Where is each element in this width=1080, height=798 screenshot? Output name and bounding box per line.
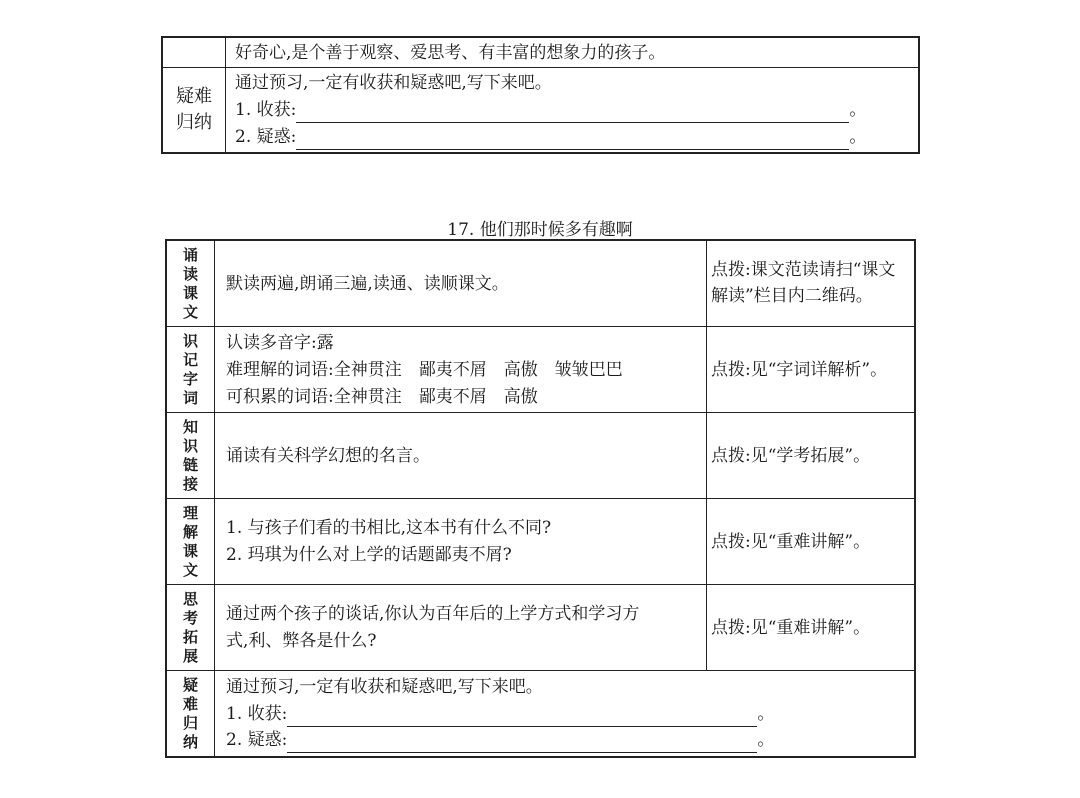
top-row2-label-line1: 疑难 [176, 86, 212, 107]
row-content-cell [215, 413, 707, 498]
row-label-cell [167, 241, 215, 326]
top-row2-label [163, 84, 225, 136]
row-label: 思考拓展 [182, 589, 198, 665]
top-row2-doubt [235, 124, 866, 150]
row-tip: 点拨:见“重难讲解”。 [711, 618, 871, 638]
doubt-period: 。 [849, 127, 867, 147]
row-line: 可积累的词语:全神贯注 鄙夷不屑 高傲 [226, 387, 538, 407]
doubt-blank[interactable] [296, 131, 849, 150]
row-tip-cell [707, 241, 914, 326]
lesson-table [165, 239, 916, 758]
top-table-row-2 [163, 68, 918, 152]
top-table [161, 36, 920, 154]
row-line: 通过预习,一定有收获和疑惑吧,写下来吧。 [226, 677, 543, 697]
row-content-cell [215, 585, 707, 670]
row-label: 疑难归纳 [182, 675, 198, 751]
lesson-row-understand [167, 499, 914, 585]
row-tip: 点拨:课文范读请扫“课文解读”栏目内二维码。 [711, 260, 896, 306]
row-content-cell [215, 241, 707, 326]
row-tip: 点拨:见“重难讲解”。 [711, 532, 871, 552]
row-label: 识记字词 [182, 331, 198, 407]
top-row1-text: 好奇心,是个善于观察、爱思考、有丰富的想象力的孩子。 [235, 43, 666, 63]
row-tip-cell [707, 585, 914, 670]
row-tip: 点拨:见“字词详解析”。 [711, 360, 888, 380]
top-row2-label-cell [163, 68, 226, 152]
lesson-harvest-label: 1. 收获: [226, 704, 288, 724]
row-label-cell [167, 327, 215, 412]
top-table-row-1 [163, 38, 918, 68]
row-tip: 点拨:见“学考拓展”。 [711, 446, 871, 466]
lesson-row-extend [167, 585, 914, 671]
harvest-blank[interactable] [296, 104, 849, 123]
lesson-row-reading [167, 241, 914, 327]
harvest-label: 1. 收获: [235, 100, 297, 120]
row-tip-cell [707, 327, 914, 412]
harvest-period: 。 [849, 100, 867, 120]
row-line: 通过两个孩子的谈话,你认为百年后的上学方式和学习方 [226, 604, 640, 624]
top-row1-label-cell [163, 38, 226, 67]
row-content-cell [215, 327, 707, 412]
row-label: 知识链接 [182, 417, 198, 493]
row-content-cell [215, 671, 914, 756]
top-row1-content-cell [226, 38, 918, 67]
row-label-cell [167, 499, 215, 584]
row-content-cell [215, 499, 707, 584]
row-label: 理解课文 [182, 503, 198, 579]
lesson-row-summary [167, 671, 914, 756]
row-line: 默读两遍,朗诵三遍,读通、读顺课文。 [226, 274, 509, 294]
top-row2-content-cell [226, 68, 918, 152]
top-row2-intro: 通过预习,一定有收获和疑惑吧,写下来吧。 [235, 73, 552, 93]
lesson-doubt-period: 。 [757, 730, 775, 750]
row-label-cell [167, 413, 215, 498]
row-label: 诵读课文 [182, 245, 198, 321]
lesson-row-knowledge [167, 413, 914, 499]
lesson-row-words [167, 327, 914, 413]
lesson-doubt [226, 727, 774, 753]
row-tip-cell [707, 413, 914, 498]
doubt-label: 2. 疑惑: [235, 127, 297, 147]
row-tip-cell [707, 499, 914, 584]
row-label-cell [167, 585, 215, 670]
lesson-harvest [226, 701, 774, 727]
row-line: 诵读有关科学幻想的名言。 [226, 446, 430, 466]
lesson-harvest-period: 。 [757, 704, 775, 724]
lesson-harvest-blank[interactable] [287, 708, 757, 727]
row-label-cell [167, 671, 215, 756]
lesson-title: 17. 他们那时候多有趣啊 [447, 220, 633, 240]
row-line: 式,利、弊各是什么? [226, 631, 377, 651]
row-line: 难理解的词语:全神贯注 鄙夷不屑 高傲 皱皱巴巴 [226, 360, 623, 380]
row-line: 认读多音字:露 [226, 333, 334, 353]
top-row2-label-line2: 归纳 [176, 112, 212, 133]
top-row2-harvest [235, 97, 866, 123]
row-line: 1. 与孩子们看的书相比,这本书有什么不同? [226, 518, 552, 538]
row-line: 2. 玛琪为什么对上学的话题鄙夷不屑? [226, 545, 512, 565]
lesson-doubt-label: 2. 疑惑: [226, 730, 288, 750]
lesson-doubt-blank[interactable] [287, 734, 757, 753]
